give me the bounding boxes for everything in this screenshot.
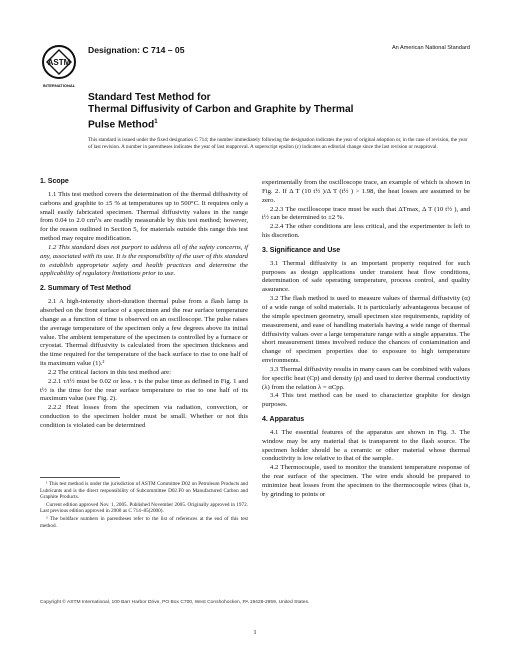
american-national-standard: An American National Standard xyxy=(391,45,470,51)
title-line-2: Thermal Diffusivity of Carbon and Graphite by Thermal xyxy=(88,104,354,115)
astm-logo-icon xyxy=(40,44,78,90)
para-3-4: 3.4 This test method can be used to characterize graphite for design purposes. xyxy=(262,392,470,409)
para-4-1: 4.1 The essential features of the apparatus are shown in Fig. 3. The window may be any material that is transparent to the flash source. The specimen holder should be a ceramic or other material whose thermal conductivity is low relative to that of the sample. xyxy=(262,428,470,463)
footnote-1-edition: Current edition approved Nov. 1, 2005. Published November 2005. Originally approved in 1972. Last previous edition approved in 2000 as C 714–85(2000). xyxy=(40,501,248,515)
page-number: 1 xyxy=(253,629,257,636)
footnote-1: ¹ This test method is under the jurisdiction of ASTM Committee D02 on Petroleum Products and Lubricants and is the direct responsibility of Subcommittee D02.F0 on Manufactured Carbon and Graphite Products. xyxy=(40,481,248,501)
designation: Designation: C 714 – 05 xyxy=(88,45,185,55)
section-2-heading: 2. Summary of Test Method xyxy=(40,285,131,293)
para-3-1: 3.1 Thermal diffusivity is an important property required for such purposes as design applications under transient heat flow conditions, determination of safe operating temperature, process control, and quality assurance. xyxy=(262,259,470,294)
para-2-2-2-cont: experimentally from the oscilloscope trace, an example of which is shown in Fig. 2. If Δ T (10 t½ )/Δ T (t½ ) > 1.98, the heat losses are assumed to be zero. xyxy=(262,179,470,204)
svg-text:ASTM: ASTM xyxy=(47,58,71,67)
para-2-2-3: 2.2.3 The oscilloscope trace must be such that ΔTmax, Δ T (10 t½ ), and t½ can be determined to ±2 %. xyxy=(262,205,470,222)
para-1-1: 1.1 This test method covers the determination of the thermal diffusivity of carbons and graphite to ±5 % at temperatures up to 500°C. It requires only a small easily fabricated specimen. Thermal diffusivity values in the range from 0.04 to 2.0 cm²/s are readily measurable by this test method; however, for the reason outlined in Section 5, for materials outside this range this test method may require modification. xyxy=(40,190,248,243)
section-4-heading: 4. Apparatus xyxy=(262,416,305,424)
para-3-2: 3.2 The flash method is used to measure values of thermal diffusivity (α) of a wide range of solid materials. It is particularly advantageous because of the simple specimen geometry, small specimen size requirements, rapidity of measurement, and ease of handling materials having a wide range of thermal diffusivity values over a large temperature range with a single apparatus. The short measurement times involved reduce the chances of contamination and change of specimen properties due to exposure to high temperature environments. xyxy=(262,295,470,365)
para-2-2: 2.2 The critical factors in this test method are: xyxy=(48,368,172,376)
svg-text:INTERNATIONAL: INTERNATIONAL xyxy=(42,83,76,88)
section-1-heading: 1. Scope xyxy=(40,178,69,185)
para-4-2: 4.2 Thermocouple, used to monitor the transient temperature response of the rear surface of the specimen. The wire ends should be prepared to minimize heat losses from the specimen to the thermocouple wires (that is, by grinding to points or xyxy=(262,464,470,498)
title-line-3: Pulse Method$^1$ xyxy=(88,119,158,131)
footnote-divider xyxy=(40,477,120,478)
para-2-2-2: 2.2.2 Heat losses from the specimen via radiation, convection, or conduction to the specimen holder must be small. Whether or not this condition is violated can be determined xyxy=(40,404,248,429)
footnotes xyxy=(40,481,248,530)
section-3-heading: 3. Significance and Use xyxy=(262,246,341,254)
issue-note: This standard is issued under the fixed designation C 714; the number immediately following the designation indicates the year of original adoption or, in the case of revision, the year of last revision. A number in parentheses indicates the year of last reapproval. A superscript epsilon (ε) indicates an editorial change since the last revision or reapproval. xyxy=(88,137,468,150)
title-line-1: Standard Test Method for xyxy=(88,92,211,103)
para-2-1: 2.1 A high-intensity short-duration thermal pulse from a flash lamp is absorbed on the front surface of a specimen and the rear surface temperature change as a function of time is observed on an oscilloscope. The pulse raises the average temperature of the specimen only a few degrees above its initial value. The ambient temperature of the specimen is controlled by a furnace or cryostat. Thermal diffusivity is calculated from the specimen thickness and the time required for the temperature of the back surface to rise to one half of its maximum value (1).² xyxy=(40,298,248,368)
footnote-2: ² The boldface numbers in parentheses refer to the list of references at the end of this test method. xyxy=(40,515,248,529)
left-column xyxy=(40,178,248,431)
title-block xyxy=(88,92,438,131)
para-3-3: 3.3 Thermal diffusivity results in many cases can be combined with values for specific heat (Cp) and density (ρ) and used to derive thermal conductivity (λ) from the relation λ = αCpρ. xyxy=(262,365,470,391)
para-2-2-4: 2.2.4 The other conditions are less critical, and the experimenter is left to his discretion. xyxy=(262,223,470,240)
para-2-2-1: 2.2.1 τ/t½ must be 0.02 or less. τ is the pulse time as defined in Fig. 1 and t½ is the time for the rear surface temperature to rise to one half of its maximum value (see Fig. 2). xyxy=(40,377,248,403)
copyright-notice: Copyright © ASTM International, 100 Barr Harbor Drive, PO Box C700, West Conshohocken, PA 19428-2959, United States. xyxy=(40,600,310,605)
para-1-2: 1.2 This standard does not purport to address all of the safety concerns, if any, associated with its use. It is the responsibility of the user of this standard to establish appropriate safety and health practices and determine the applicability of regulatory limitations prior to use. xyxy=(40,243,248,278)
right-column xyxy=(262,179,470,500)
